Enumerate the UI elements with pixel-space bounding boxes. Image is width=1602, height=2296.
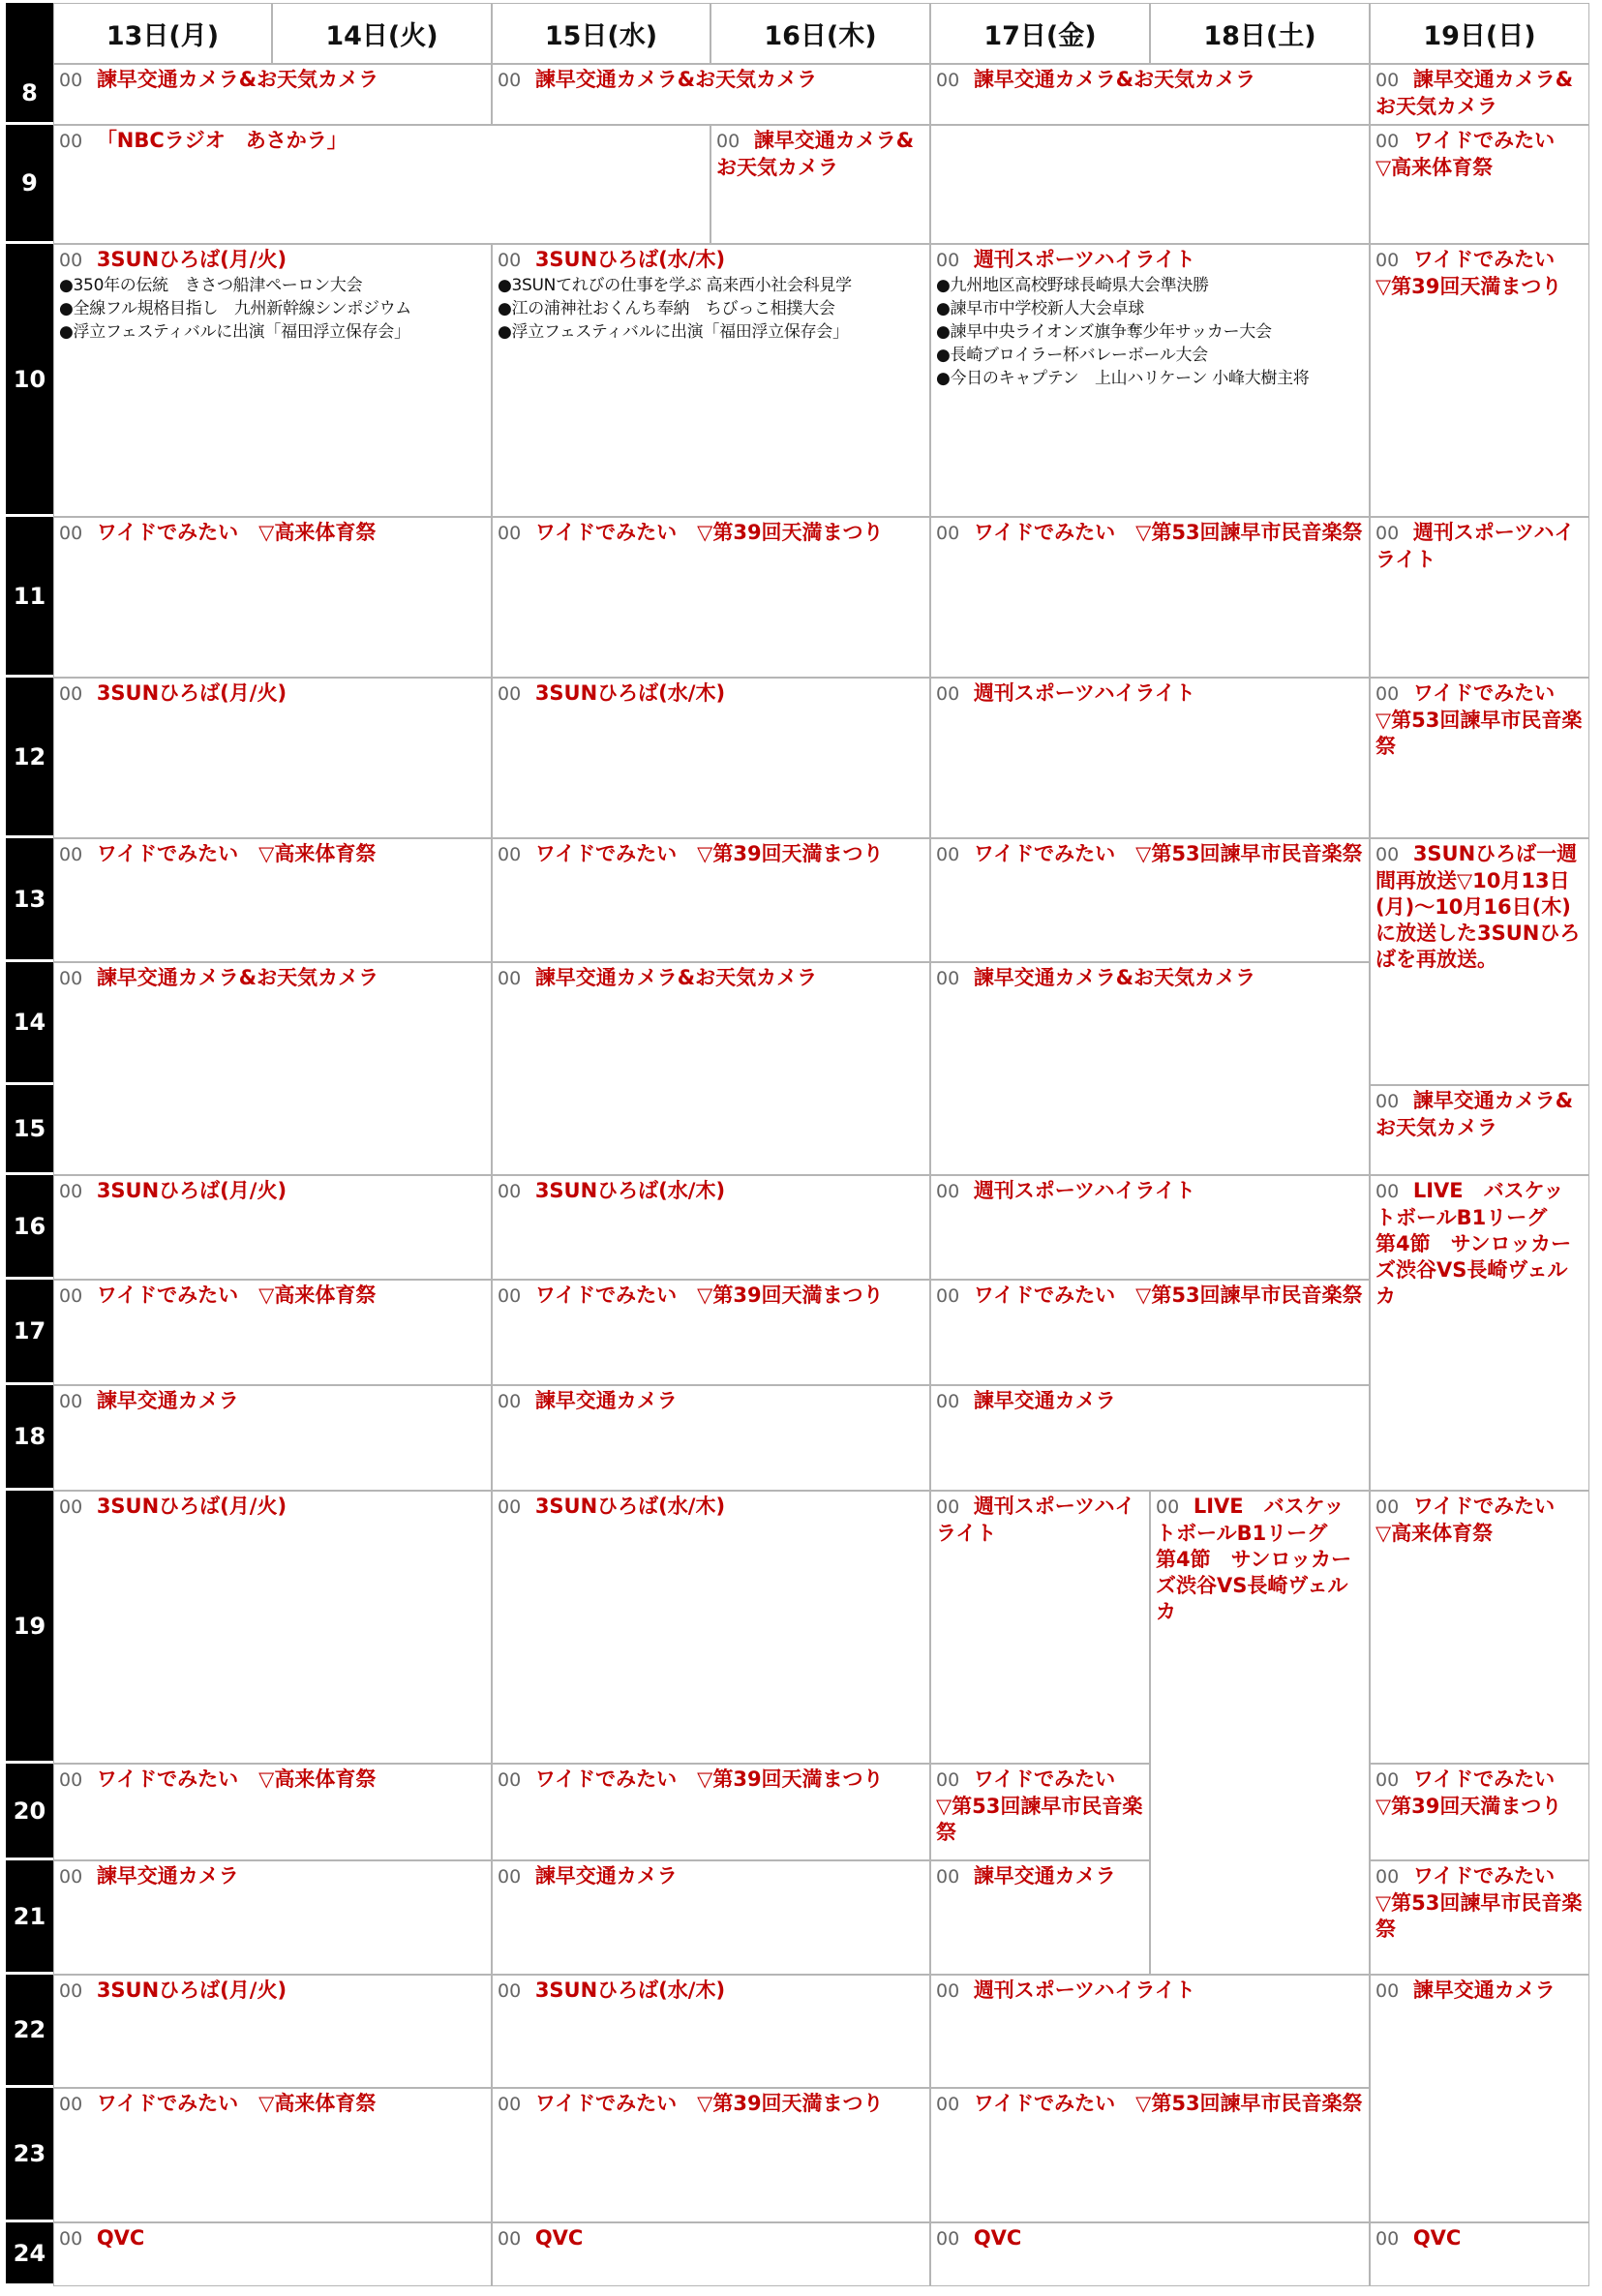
program-title-text: LIVE バスケットボールB1リーグ 第4節 サンロッカーズ渋谷VS長崎ヴェルカ bbox=[1156, 1495, 1352, 1623]
program-cell[interactable] bbox=[53, 1491, 492, 1764]
program-title-text: ワイドでみたい ▽高来体育祭 bbox=[96, 1767, 377, 1791]
program-title bbox=[1375, 67, 1583, 120]
program-detail: ●浮立フェスティバルに出演「福田浮立保存会」 bbox=[498, 322, 849, 342]
program-cell[interactable] bbox=[53, 244, 492, 517]
program-cell[interactable] bbox=[492, 517, 930, 678]
program-title bbox=[716, 128, 923, 181]
program-title bbox=[59, 1178, 485, 1205]
program-cell[interactable] bbox=[710, 125, 930, 244]
program-cell[interactable] bbox=[53, 962, 492, 1175]
program-minute: 00 bbox=[59, 1391, 83, 1412]
program-detail: ●350年の伝統 きさつ船津ペーロン大会 bbox=[59, 276, 363, 295]
program-minute: 00 bbox=[936, 1866, 960, 1888]
program-title-text: 諫早交通カメラ& お天気カメラ bbox=[1375, 68, 1574, 118]
program-cell[interactable] bbox=[1370, 1975, 1589, 2222]
program-cell[interactable] bbox=[1370, 678, 1589, 838]
program-minute: 00 bbox=[59, 968, 83, 989]
program-cell[interactable] bbox=[1370, 1860, 1589, 1975]
program-title bbox=[498, 1178, 923, 1205]
program-title bbox=[936, 1494, 1143, 1547]
program-minute: 00 bbox=[1375, 70, 1400, 91]
program-minute: 00 bbox=[936, 1391, 960, 1412]
program-title-text: 諫早交通カメラ bbox=[534, 1864, 678, 1888]
program-title bbox=[936, 680, 1363, 708]
program-minute: 00 bbox=[498, 1980, 522, 2002]
program-minute: 00 bbox=[1156, 1496, 1180, 1518]
program-cell[interactable] bbox=[492, 1860, 930, 1975]
program-minute: 00 bbox=[59, 70, 83, 91]
program-title bbox=[936, 1767, 1143, 1846]
program-title bbox=[59, 1863, 485, 1890]
program-title-text: 3SUNひろば(水/木) bbox=[534, 1179, 726, 1202]
program-title bbox=[498, 1283, 923, 1310]
program-minute: 00 bbox=[936, 968, 960, 989]
hour-label: 16 bbox=[6, 1175, 53, 1280]
day-header: 16日(木) bbox=[710, 3, 930, 64]
program-minute: 00 bbox=[498, 1285, 522, 1307]
program-title bbox=[498, 965, 923, 992]
program-minute: 00 bbox=[936, 250, 960, 271]
program-detail: ●九州地区高校野球長崎県大会準決勝 bbox=[936, 276, 1209, 295]
day-header: 13日(月) bbox=[53, 3, 272, 64]
hour-label: 22 bbox=[6, 1975, 53, 2088]
hour-label: 19 bbox=[6, 1491, 53, 1764]
program-title bbox=[498, 1978, 923, 2005]
day-header: 14日(火) bbox=[272, 3, 492, 64]
program-title-text: 週刊スポーツハイライト bbox=[973, 1979, 1195, 2002]
program-title bbox=[59, 965, 485, 992]
program-cell[interactable] bbox=[1150, 1491, 1370, 1975]
program-cell[interactable] bbox=[930, 517, 1370, 678]
program-minute: 00 bbox=[716, 131, 741, 152]
program-cell[interactable] bbox=[1370, 1764, 1589, 1860]
program-title-text: 諫早交通カメラ bbox=[973, 1389, 1116, 1412]
program-title bbox=[59, 1767, 485, 1794]
program-cell[interactable] bbox=[492, 838, 930, 962]
program-title bbox=[1375, 128, 1583, 181]
program-title bbox=[59, 1978, 485, 2005]
program-cell[interactable] bbox=[53, 838, 492, 962]
program-title-text: 諫早交通カメラ& お天気カメラ bbox=[1375, 1089, 1574, 1139]
program-title-text: 3SUNひろば一週間再放送▽10月13日(月)～10月16日(木)に放送した3SUNひろばを再放送。 bbox=[1375, 842, 1581, 971]
program-cell[interactable] bbox=[1370, 64, 1589, 125]
day-header: 17日(金) bbox=[930, 3, 1150, 64]
program-title bbox=[1375, 841, 1583, 973]
program-cell[interactable] bbox=[492, 1764, 930, 1860]
day-header: 18日(土) bbox=[1150, 3, 1370, 64]
program-cell[interactable] bbox=[1370, 1085, 1589, 1175]
program-title-text: 3SUNひろば(水/木) bbox=[534, 1495, 726, 1518]
program-title-text: QVC bbox=[96, 2226, 145, 2250]
program-minute: 00 bbox=[498, 844, 522, 865]
program-cell[interactable] bbox=[492, 2222, 930, 2286]
program-title bbox=[498, 841, 923, 868]
program-title-text: ワイドでみたい ▽高来体育祭 bbox=[96, 842, 377, 865]
program-minute: 00 bbox=[59, 523, 83, 544]
program-minute: 00 bbox=[498, 1769, 522, 1791]
program-title-text: 諫早交通カメラ bbox=[1412, 1979, 1556, 2002]
program-title-text: ワイドでみたい ▽第39回天満まつり bbox=[534, 1284, 884, 1307]
program-title-text: 週刊スポーツハイライト bbox=[1375, 521, 1575, 571]
program-title bbox=[498, 680, 923, 708]
program-title-text: QVC bbox=[1412, 2226, 1462, 2250]
program-detail: ●諫早中央ライオンズ旗争奪少年サッカー大会 bbox=[936, 322, 1272, 342]
program-title bbox=[59, 520, 485, 547]
program-title-text: 3SUNひろば(水/木) bbox=[534, 1979, 726, 2002]
program-cell[interactable] bbox=[53, 125, 710, 244]
program-title-text: QVC bbox=[534, 2226, 584, 2250]
program-detail: ●浮立フェスティバルに出演「福田浮立保存会」 bbox=[59, 322, 410, 342]
program-cell[interactable] bbox=[930, 1175, 1370, 1280]
program-title-text: 3SUNひろば(月/火) bbox=[96, 1179, 287, 1202]
program-cell[interactable] bbox=[492, 1975, 930, 2088]
program-cell[interactable] bbox=[53, 517, 492, 678]
program-cell[interactable] bbox=[930, 2088, 1370, 2222]
program-title-text: ワイドでみたい ▽高来体育祭 bbox=[96, 1284, 377, 1307]
program-cell[interactable] bbox=[930, 244, 1370, 517]
hour-label: 20 bbox=[6, 1764, 53, 1860]
program-cell[interactable] bbox=[53, 2222, 492, 2286]
program-title bbox=[1375, 1088, 1583, 1141]
program-minute: 00 bbox=[1375, 844, 1400, 865]
program-cell[interactable] bbox=[492, 962, 930, 1175]
hour-label: 24 bbox=[6, 2222, 53, 2286]
program-title bbox=[59, 247, 485, 274]
program-title bbox=[936, 841, 1363, 868]
program-title-text: 諫早交通カメラ&お天気カメラ bbox=[973, 966, 1256, 989]
program-minute: 00 bbox=[59, 2228, 83, 2250]
program-detail: ●長崎ブロイラー杯バレーボール大会 bbox=[936, 346, 1208, 365]
program-minute: 00 bbox=[59, 1980, 83, 2002]
program-cell[interactable] bbox=[53, 64, 492, 125]
program-cell[interactable] bbox=[53, 1764, 492, 1860]
program-title-text: 「NBCラジオ あさかラ」 bbox=[96, 129, 348, 152]
program-minute: 00 bbox=[498, 1866, 522, 1888]
program-title bbox=[59, 1388, 485, 1415]
program-cell[interactable] bbox=[930, 2222, 1370, 2286]
program-title bbox=[498, 1863, 923, 1890]
program-minute: 00 bbox=[936, 1181, 960, 1202]
program-minute: 00 bbox=[936, 2228, 960, 2250]
program-cell[interactable] bbox=[930, 1860, 1150, 1975]
program-title-text: 3SUNひろば(月/火) bbox=[96, 681, 287, 705]
program-cell[interactable] bbox=[492, 1491, 930, 1764]
program-title-text: ワイドでみたい ▽第53回諫早市民音楽祭 bbox=[1375, 1864, 1583, 1941]
program-title bbox=[59, 1283, 485, 1310]
program-title bbox=[59, 128, 704, 155]
program-title-text: ワイドでみたい ▽第39回天満まつり bbox=[1375, 1767, 1562, 1818]
program-title-text: 週刊スポーツハイライト bbox=[936, 1495, 1135, 1545]
program-title bbox=[936, 2225, 1363, 2252]
program-minute: 00 bbox=[936, 1285, 960, 1307]
program-minute: 00 bbox=[936, 844, 960, 865]
program-title bbox=[498, 520, 923, 547]
program-cell[interactable] bbox=[930, 1280, 1370, 1385]
program-minute: 00 bbox=[498, 250, 522, 271]
program-title bbox=[1156, 1494, 1363, 1625]
program-detail: ●江の浦神社おくんち奉納 ちびっこ相撲大会 bbox=[498, 299, 835, 318]
program-minute: 00 bbox=[1375, 1769, 1400, 1791]
hour-label: 14 bbox=[6, 962, 53, 1085]
hour-label: 17 bbox=[6, 1280, 53, 1385]
program-title bbox=[936, 247, 1363, 274]
program-cell[interactable] bbox=[930, 962, 1370, 1175]
program-title bbox=[936, 1978, 1363, 2005]
hour-label: 10 bbox=[6, 244, 53, 517]
program-detail: ●諫早市中学校新人大会卓球 bbox=[936, 299, 1144, 318]
program-minute: 00 bbox=[59, 1496, 83, 1518]
program-title bbox=[936, 2091, 1363, 2118]
program-cell[interactable] bbox=[492, 64, 930, 125]
program-title-text: ワイドでみたい ▽第53回諫早市民音楽祭 bbox=[936, 1767, 1143, 1844]
program-title bbox=[1375, 247, 1583, 300]
hour-label: 13 bbox=[6, 838, 53, 962]
program-title-text: 諫早交通カメラ bbox=[96, 1389, 239, 1412]
program-detail: ●3SUNてれびの仕事を学ぶ 高来西小社会科見学 bbox=[498, 276, 852, 295]
program-title bbox=[498, 1767, 923, 1794]
program-title-text: ワイドでみたい ▽第39回天満まつり bbox=[534, 1767, 884, 1791]
program-minute: 00 bbox=[498, 523, 522, 544]
program-minute: 00 bbox=[1375, 1091, 1400, 1112]
hour-label: 8 bbox=[6, 64, 53, 125]
program-cell[interactable] bbox=[53, 1280, 492, 1385]
program-title-text: ワイドでみたい ▽高来体育祭 bbox=[96, 521, 377, 544]
program-cell[interactable] bbox=[1370, 1491, 1589, 1764]
program-cell[interactable] bbox=[1370, 838, 1589, 1085]
program-detail: ●全線フル規格目指し 九州新幹線シンポジウム bbox=[59, 299, 411, 318]
program-title bbox=[1375, 1494, 1583, 1547]
program-minute: 00 bbox=[59, 1181, 83, 1202]
program-title bbox=[498, 1494, 923, 1521]
program-minute: 00 bbox=[498, 1391, 522, 1412]
program-title-text: ワイドでみたい ▽第53回諫早市民音楽祭 bbox=[973, 521, 1363, 544]
program-title-text: 諫早交通カメラ&お天気カメラ bbox=[973, 68, 1256, 91]
program-title-text: 諫早交通カメラ bbox=[973, 1864, 1116, 1888]
program-minute: 00 bbox=[59, 131, 83, 152]
program-minute: 00 bbox=[498, 70, 522, 91]
program-title bbox=[1375, 1863, 1583, 1943]
program-cell[interactable] bbox=[53, 2088, 492, 2222]
program-title bbox=[936, 1178, 1363, 1205]
program-minute: 00 bbox=[936, 70, 960, 91]
day-header: 19日(日) bbox=[1370, 3, 1589, 64]
program-cell[interactable] bbox=[53, 1860, 492, 1975]
program-title-text: 週刊スポーツハイライト bbox=[973, 248, 1195, 271]
program-title-text: ワイドでみたい ▽高来体育祭 bbox=[1375, 1495, 1556, 1545]
program-title bbox=[936, 67, 1363, 94]
program-cell[interactable] bbox=[930, 1385, 1370, 1491]
program-cell[interactable] bbox=[930, 1975, 1370, 2088]
program-cell[interactable] bbox=[492, 1175, 930, 1280]
program-title-text: ワイドでみたい ▽第39回天満まつり bbox=[534, 842, 884, 865]
program-minute: 00 bbox=[1375, 1496, 1400, 1518]
program-cell[interactable] bbox=[1370, 125, 1589, 244]
program-minute: 00 bbox=[936, 1980, 960, 2002]
program-minute: 00 bbox=[59, 1866, 83, 1888]
program-minute: 00 bbox=[498, 1181, 522, 1202]
program-minute: 00 bbox=[59, 1285, 83, 1307]
program-title-text: ワイドでみたい ▽第39回天満まつり bbox=[534, 2092, 884, 2115]
program-minute: 00 bbox=[498, 1496, 522, 1518]
program-title-text: 週刊スポーツハイライト bbox=[973, 681, 1195, 705]
program-title bbox=[498, 247, 923, 274]
program-title-text: 週刊スポーツハイライト bbox=[973, 1179, 1195, 1202]
program-minute: 00 bbox=[498, 683, 522, 705]
program-cell[interactable] bbox=[53, 1385, 492, 1491]
program-minute: 00 bbox=[936, 523, 960, 544]
program-title-text: 諫早交通カメラ bbox=[534, 1389, 678, 1412]
program-cell[interactable] bbox=[492, 1385, 930, 1491]
program-detail: ●今日のキャプテン 上山ハリケーン 小峰大樹主将 bbox=[936, 369, 1310, 388]
program-title bbox=[1375, 520, 1583, 573]
program-cell[interactable] bbox=[492, 244, 930, 517]
program-minute: 00 bbox=[1375, 2228, 1400, 2250]
program-title-text: ワイドでみたい ▽第39回天満まつり bbox=[534, 521, 884, 544]
program-cell[interactable] bbox=[930, 1764, 1150, 1860]
program-minute: 00 bbox=[1375, 1181, 1400, 1202]
program-title-text: ワイドでみたい ▽第53回諫早市民音楽祭 bbox=[1375, 681, 1583, 758]
program-title bbox=[1375, 680, 1583, 760]
program-cell[interactable] bbox=[930, 125, 1370, 244]
program-title-text: ワイドでみたい ▽高来体育祭 bbox=[1375, 129, 1556, 179]
program-cell[interactable] bbox=[1370, 517, 1589, 678]
program-minute: 00 bbox=[1375, 523, 1400, 544]
program-title bbox=[498, 1388, 923, 1415]
program-minute: 00 bbox=[59, 1769, 83, 1791]
program-cell[interactable] bbox=[53, 1175, 492, 1280]
hour-label: 21 bbox=[6, 1860, 53, 1975]
program-cell[interactable] bbox=[53, 1975, 492, 2088]
program-title bbox=[59, 680, 485, 708]
program-title bbox=[936, 1863, 1143, 1890]
hour-label: 23 bbox=[6, 2088, 53, 2222]
program-cell[interactable] bbox=[1370, 1175, 1589, 1491]
program-minute: 00 bbox=[59, 2094, 83, 2115]
program-title-text: 諫早交通カメラ bbox=[96, 1864, 239, 1888]
program-title bbox=[1375, 1767, 1583, 1820]
hour-label: 12 bbox=[6, 678, 53, 838]
hour-label: 15 bbox=[6, 1085, 53, 1175]
program-title-text: ワイドでみたい ▽第53回諫早市民音楽祭 bbox=[973, 842, 1363, 865]
program-cell[interactable] bbox=[930, 1491, 1150, 1764]
program-title-text: 諫早交通カメラ&お天気カメラ bbox=[96, 966, 379, 989]
program-title-text: 諫早交通カメラ&お天気カメラ bbox=[534, 966, 818, 989]
program-title-text: ワイドでみたい ▽第53回諫早市民音楽祭 bbox=[973, 1284, 1363, 1307]
program-minute: 00 bbox=[498, 2228, 522, 2250]
hour-label: 9 bbox=[6, 125, 53, 244]
program-cell[interactable] bbox=[1370, 244, 1589, 517]
program-minute: 00 bbox=[59, 683, 83, 705]
program-title-text: 諫早交通カメラ&お天気カメラ bbox=[534, 68, 818, 91]
day-header: 15日(水) bbox=[492, 3, 710, 64]
program-title bbox=[59, 2091, 485, 2118]
program-title bbox=[59, 841, 485, 868]
program-minute: 00 bbox=[59, 250, 83, 271]
program-cell[interactable] bbox=[1370, 2222, 1589, 2286]
program-cell[interactable] bbox=[492, 678, 930, 838]
program-title-text: 諫早交通カメラ&お天気カメラ bbox=[96, 68, 379, 91]
program-title-text: LIVE バスケットボールB1リーグ 第4節 サンロッカーズ渋谷VS長崎ヴェルカ bbox=[1375, 1179, 1572, 1308]
program-cell[interactable] bbox=[930, 838, 1370, 962]
program-title-text: 諫早交通カメラ& お天気カメラ bbox=[716, 129, 915, 179]
program-title-text: 3SUNひろば(月/火) bbox=[96, 1495, 287, 1518]
program-minute: 00 bbox=[498, 968, 522, 989]
hour-label: 18 bbox=[6, 1385, 53, 1491]
header-corner bbox=[6, 3, 53, 64]
hour-label: 11 bbox=[6, 517, 53, 678]
program-title bbox=[936, 1388, 1363, 1415]
program-minute: 00 bbox=[936, 1769, 960, 1791]
program-title-text: ワイドでみたい ▽第53回諫早市民音楽祭 bbox=[973, 2092, 1363, 2115]
program-title bbox=[936, 1283, 1363, 1310]
program-cell[interactable] bbox=[930, 678, 1370, 838]
program-title bbox=[59, 2225, 485, 2252]
program-minute: 00 bbox=[1375, 1866, 1400, 1888]
program-title-text: 3SUNひろば(水/木) bbox=[534, 681, 726, 705]
program-title-text: ワイドでみたい ▽第39回天満まつり bbox=[1375, 248, 1562, 298]
program-title bbox=[59, 67, 485, 94]
program-minute: 00 bbox=[498, 2094, 522, 2115]
program-title bbox=[936, 520, 1363, 547]
program-minute: 00 bbox=[936, 1496, 960, 1518]
program-title bbox=[1375, 2225, 1583, 2252]
program-cell[interactable] bbox=[53, 678, 492, 838]
program-title bbox=[936, 965, 1363, 992]
program-minute: 00 bbox=[936, 683, 960, 705]
program-title bbox=[498, 67, 923, 94]
program-minute: 00 bbox=[1375, 1980, 1400, 2002]
program-title bbox=[1375, 1178, 1583, 1310]
program-title-text: 3SUNひろば(月/火) bbox=[96, 1979, 287, 2002]
program-minute: 00 bbox=[936, 2094, 960, 2115]
program-title-text: QVC bbox=[973, 2226, 1022, 2250]
program-title bbox=[498, 2091, 923, 2118]
program-title bbox=[498, 2225, 923, 2252]
program-minute: 00 bbox=[1375, 131, 1400, 152]
program-cell[interactable] bbox=[492, 1280, 930, 1385]
program-cell[interactable] bbox=[930, 64, 1370, 125]
program-minute: 00 bbox=[1375, 250, 1400, 271]
program-title-text: ワイドでみたい ▽高来体育祭 bbox=[96, 2092, 377, 2115]
program-title bbox=[59, 1494, 485, 1521]
program-title bbox=[1375, 1978, 1583, 2005]
program-cell[interactable] bbox=[492, 2088, 930, 2222]
program-title-text: 3SUNひろば(月/火) bbox=[96, 248, 287, 271]
program-minute: 00 bbox=[1375, 683, 1400, 705]
program-minute: 00 bbox=[59, 844, 83, 865]
program-title-text: 3SUNひろば(水/木) bbox=[534, 248, 726, 271]
